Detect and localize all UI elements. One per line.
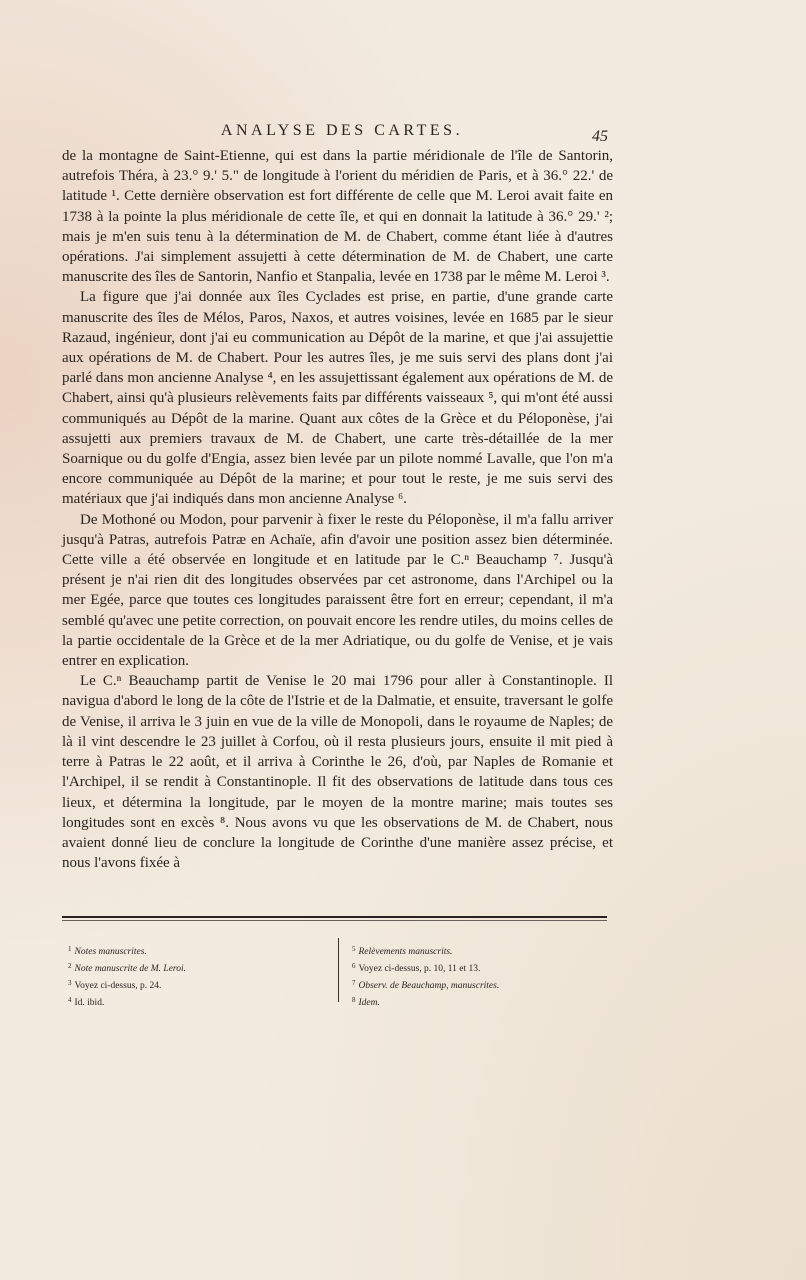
footnote: $^6$ Voyez ci-dessus, p. 10, 11 et 13.: [352, 962, 481, 974]
paragraph-2: La figure que j'ai donnée aux îles Cyclades est prise, en partie, d'une grande carte manuscrite des îles de Mélos, Paros, Naxos, et autres voisines, levée en 1685 par le sieur Razaud, ingénieur, dont j'ai eu communication au Dépôt de la marine, et que j'ai assujettie aux opérations de M. de Chabert. Pour les autres îles, je me suis servi des plans dont j'ai parlé dans mon ancienne Analyse ⁴, en les assujettissant également aux opérations de M. de Chabert, ainsi qu'à plusieurs relèvements faits par différents vaisseaux ⁵, qui m'ont été aussi communiqués au Dépôt de la marine. Quant aux côtes de la Grèce et du Péloponèse, j'ai assujetti aux premiers travaux de M. de Chabert, une carte très-détaillée de la mer Soarnique ou du golfe d'Engia, assez bien levée par un pilote nommé Lavalle, que l'on m'a encore communiquée au Dépôt de la marine; et pour tout le reste, je me suis servi des matériaux que j'ai indiqués dans mon ancienne Analyse ⁶.: [62, 289, 613, 508]
footnotes-right: [352, 942, 602, 1010]
running-header: ANALYSE DES CARTES.: [220, 122, 464, 139]
footnote: $^3$ Voyez ci-dessus, p. 24.: [68, 979, 162, 991]
paragraph-1: de la montagne de Saint-Etienne, qui est dans la partie méridionale de l'île de Santorin, autrefois Théra, à 23.° 9.' 5." de longitude à l'orient du méridien de Paris, et à 36.° 22.' de latitude ¹. Cette dernière observation est fort différente de celle que M. Leroi avait faite en 1738 à la pointe la plus méridionale de cette île, et qui en donnait la latitude à 36.° 29.' ²; mais je m'en suis tenu à la détermination de M. de Chabert, comme étant liée à d'autres opérations. J'ai simplement assujetti à cette détermination de M. de Chabert, une carte manuscrite des îles de Santorin, Nanfio et Stanpalia, levée en 1738 par le même M. Leroi ³.: [62, 148, 613, 286]
body-text: [62, 146, 613, 873]
footnote: $^1$ Notes manuscrites.: [68, 945, 147, 957]
footnote-rule: [62, 916, 607, 918]
footnote: $^5$ Relèvements manuscrits.: [352, 945, 453, 957]
footnote: $^8$ Idem.: [352, 996, 380, 1008]
footnote: $^2$ Note manuscrite de M. Leroi.: [68, 962, 187, 974]
footnotes-left: [68, 942, 328, 1010]
paragraph-4: Le C.ⁿ Beauchamp partit de Venise le 20 mai 1796 pour aller à Constantinople. Il navigua d'abord le long de la côte de l'Istrie et de la Dalmatie, et ensuite, traversant le golfe de Venise, il arriva le 3 juin en vue de la ville de Monopoli, dans le royaume de Naples; de là il vint descendre le 23 juillet à Corfou, où il resta plusieurs jours, ensuite il mit pied à terre à Patras le 22 août, et il arriva à Corinthe le 26, d'où, par Naples de Romanie et l'Archipel, il se rendit à Constantinople. Il fit des observations de latitude dans tous ces lieux, et détermina la longitude, par le moyen de la montre marine; mais toutes ses longitudes sont en excès ⁸. Nous avons vu que les observations de M. de Chabert, nous avaient donné lieu de conclure la longitude de Corinthe d'une manière assez précise, et nous l'avons fixée à: [62, 673, 613, 872]
paragraph-3: De Mothoné ou Modon, pour parvenir à fixer le reste du Péloponèse, il m'a fallu arriver jusqu'à Patras, autrefois Patræ en Achaïe, afin d'avoir une position assez bien déterminée. Cette ville a été observée en longitude et en latitude par le C.ⁿ Beauchamp ⁷. Jusqu'à présent je n'ai rien dit des longitudes observées par cet astronome, dans l'Archipel ou la mer Egée, parce que toutes ces longitudes paraissent être fort en erreur; cependant, il m'a semblé qu'avec une petite correction, on pouvait encore les rendre utiles, du moins celles de la partie occidentale de la Grèce et de la mer Adriatique, ou du golfe de Venise, et je vais entrer en explication.: [62, 511, 613, 670]
footnote: $^4$ Id. ibid.: [68, 996, 105, 1008]
page-number: 45: [592, 128, 608, 145]
footnote-rule-thin: [62, 920, 607, 921]
footnote-column-divider: [338, 938, 339, 1002]
footnote: $^7$ Observ. de Beauchamp, manuscrites.: [352, 979, 500, 991]
